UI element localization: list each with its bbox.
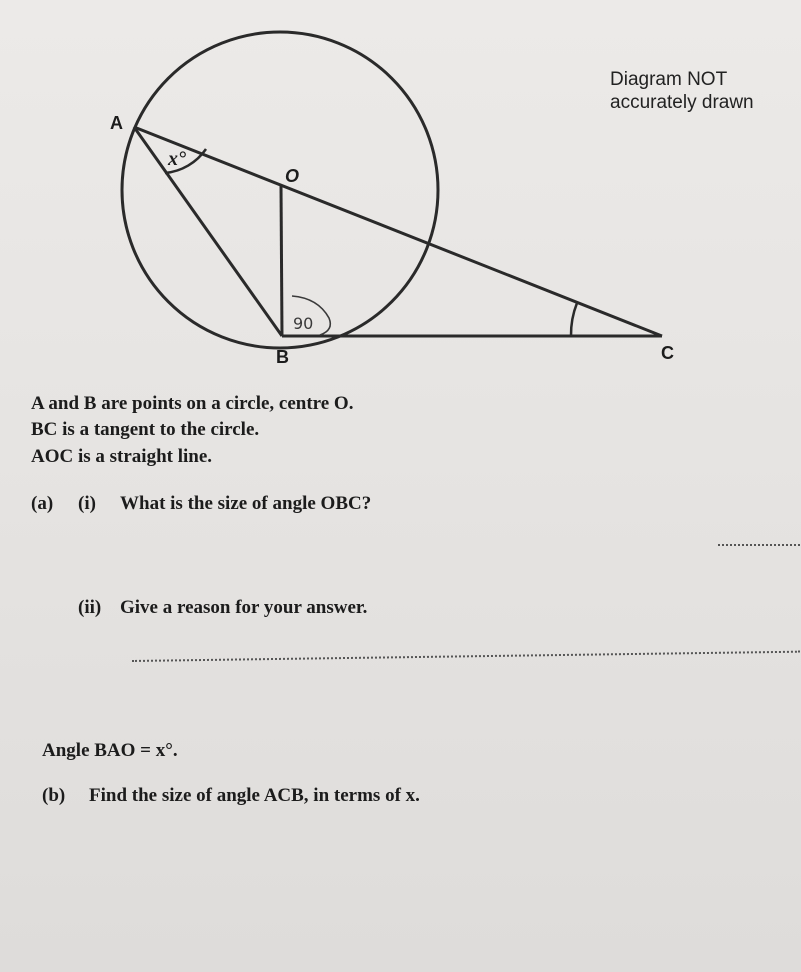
part-a-i-question: What is the size of angle OBC? [120, 493, 372, 514]
part-b-label: (b) [42, 785, 66, 806]
line-ab [134, 127, 282, 336]
point-c-label: C [661, 343, 674, 363]
part-a-ii-label: (ii) [78, 597, 102, 618]
handwritten-90: 90 [293, 314, 314, 333]
geometry-diagram [0, 0, 801, 380]
part-b-question: Find the size of angle ACB, in terms of x. [89, 785, 420, 806]
point-a-label: A [110, 113, 123, 133]
statement-2: BC is a tangent to the circle. [31, 419, 260, 440]
answer-line-a-i[interactable] [718, 544, 800, 546]
part-a-i-label: (i) [78, 493, 96, 514]
point-o-label: O [285, 166, 300, 186]
angle-given-statement: Angle BAO = x°. [42, 740, 178, 761]
point-b-label: B [276, 347, 289, 367]
part-a-ii-question: Give a reason for your answer. [120, 597, 368, 618]
angle-x-label: x° [168, 148, 186, 170]
note-line-2: accurately drawn [610, 92, 754, 113]
note-line-1: Diagram NOT [610, 69, 728, 90]
line-aoc [134, 127, 662, 336]
line-ob [281, 186, 282, 336]
answer-line-a-ii[interactable] [132, 651, 800, 662]
statement-1: A and B are points on a circle, centre O. [31, 393, 354, 414]
statement-3: AOC is a straight line. [31, 446, 213, 467]
part-a-label: (a) [31, 493, 54, 514]
angle-arc-c [571, 303, 577, 336]
diagram-note [610, 68, 754, 114]
